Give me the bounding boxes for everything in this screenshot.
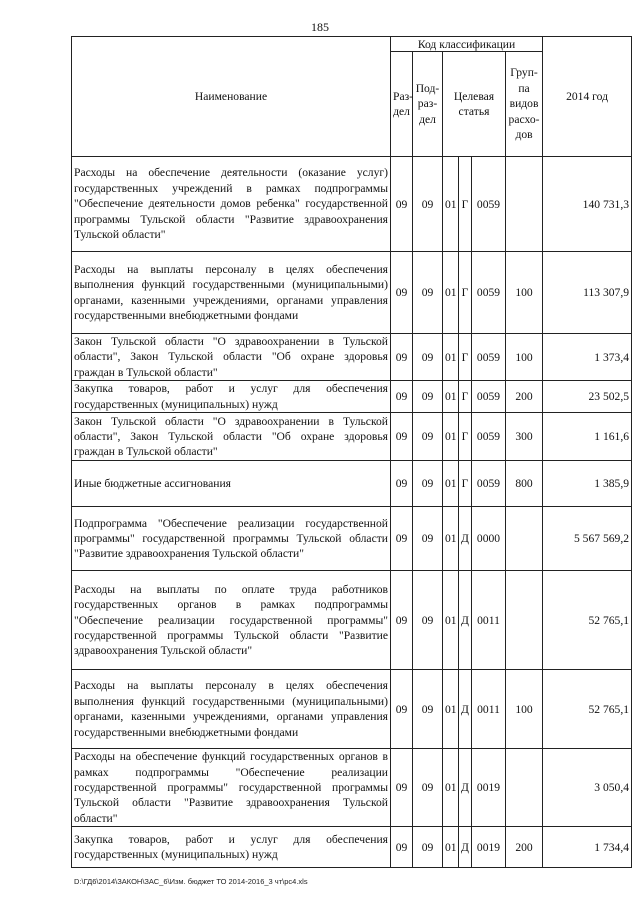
row-target-subprogram: Д: [459, 507, 472, 571]
header-name: Наименование: [72, 37, 391, 157]
row-amount-2014: 1 734,4: [543, 827, 632, 868]
row-amount-2014: 23 502,5: [543, 381, 632, 413]
row-target-program: 01: [443, 252, 459, 334]
row-razdel: 09: [391, 827, 413, 868]
row-target-subprogram: Г: [459, 413, 472, 461]
row-target-subprogram: Д: [459, 670, 472, 749]
row-target-direction: 0059: [472, 381, 506, 413]
header-classification-code: Код классификации: [391, 37, 543, 52]
row-podrazdel: 09: [413, 334, 443, 381]
row-target-subprogram: Д: [459, 749, 472, 827]
row-expense-group: [506, 507, 543, 571]
row-target-subprogram: Г: [459, 252, 472, 334]
row-amount-2014: 1 385,9: [543, 461, 632, 507]
row-target-subprogram: Г: [459, 381, 472, 413]
row-podrazdel: 09: [413, 571, 443, 670]
row-target-direction: 0000: [472, 507, 506, 571]
row-name: Расходы на выплаты персоналу в целях обеспечения выполнения функций государственными (муниципальными) органами, казенными учреждениями, органами управления государственными внебюджетными фондами: [72, 252, 391, 334]
row-name: Закупка товаров, работ и услуг для обеспечения государственных (муниципальных) нужд: [72, 827, 391, 868]
row-razdel: 09: [391, 507, 413, 571]
row-razdel: 09: [391, 670, 413, 749]
row-amount-2014: 52 765,1: [543, 670, 632, 749]
row-target-subprogram: Г: [459, 334, 472, 381]
row-amount-2014: 5 567 569,2: [543, 507, 632, 571]
row-expense-group: [506, 571, 543, 670]
table-row: [72, 571, 632, 670]
row-razdel: 09: [391, 252, 413, 334]
row-target-program: 01: [443, 670, 459, 749]
row-name: Закон Тульской области "О здравоохранении в Тульской области", Закон Тульской области "Об охране здоровья граждан в Тульской области": [72, 413, 391, 461]
row-podrazdel: 09: [413, 827, 443, 868]
row-podrazdel: 09: [413, 507, 443, 571]
row-podrazdel: 09: [413, 749, 443, 827]
row-name: Расходы на обеспечение функций государственных органов в рамках подпрограммы "Обеспечение реализации государственной программы" государственной программы Тульской области "Развитие здравоохранения Тульской области": [72, 749, 391, 827]
row-razdel: 09: [391, 749, 413, 827]
row-target-subprogram: Д: [459, 571, 472, 670]
row-razdel: 09: [391, 381, 413, 413]
row-name: Расходы на выплаты по оплате труда работников государственных органов в рамках подпрограммы "Обеспечение реализации государственной программы" государственной программы Тульской области "Развитие здравоохранения Тульской области": [72, 571, 391, 670]
table-row: [72, 413, 632, 461]
row-target-direction: 0059: [472, 461, 506, 507]
row-razdel: 09: [391, 334, 413, 381]
row-name: Иные бюджетные ассигнования: [72, 461, 391, 507]
row-target-program: 01: [443, 827, 459, 868]
row-expense-group: [506, 157, 543, 252]
row-name: Закон Тульской области "О здравоохранении в Тульской области", Закон Тульской области "Об охране здоровья граждан в Тульской области": [72, 334, 391, 381]
table-row: [72, 157, 632, 252]
row-amount-2014: 113 307,9: [543, 252, 632, 334]
row-target-program: 01: [443, 381, 459, 413]
table-row: [72, 381, 632, 413]
table-row: [72, 749, 632, 827]
row-target-direction: 0019: [472, 827, 506, 868]
row-name: Расходы на обеспечение деятельности (оказание услуг) государственных учреждений в рамках подпрограммы "Обеспечение деятельности домов ребенка" государственной программы Тульской области "Развитие здравоохранения Тульской области": [72, 157, 391, 252]
row-expense-group: 100: [506, 252, 543, 334]
row-target-program: 01: [443, 571, 459, 670]
row-target-program: 01: [443, 749, 459, 827]
table-row: [72, 252, 632, 334]
row-amount-2014: 1 161,6: [543, 413, 632, 461]
row-expense-group: 300: [506, 413, 543, 461]
header-target-article: Целевая статья: [443, 52, 506, 157]
row-podrazdel: 09: [413, 157, 443, 252]
row-podrazdel: 09: [413, 413, 443, 461]
row-target-direction: 0059: [472, 252, 506, 334]
row-name: Подпрограмма "Обеспечение реализации государственной программы" государственной программы Тульской области "Развитие здравоохранения Тульской области": [72, 507, 391, 571]
row-target-program: 01: [443, 461, 459, 507]
header-expense-group: Груп- па видов расхо- дов: [506, 52, 543, 157]
row-razdel: 09: [391, 157, 413, 252]
row-name: Расходы на выплаты персоналу в целях обеспечения выполнения функций государственными (муниципальными) органами, казенными учреждениями, органами управления государственными внебюджетными фондами: [72, 670, 391, 749]
row-podrazdel: 09: [413, 670, 443, 749]
row-target-program: 01: [443, 413, 459, 461]
table-row: [72, 827, 632, 868]
row-amount-2014: 3 050,4: [543, 749, 632, 827]
row-target-subprogram: Д: [459, 827, 472, 868]
table-row: [72, 334, 632, 381]
row-target-direction: 0059: [472, 334, 506, 381]
page-number: 185: [311, 20, 329, 34]
row-target-direction: 0011: [472, 670, 506, 749]
row-podrazdel: 09: [413, 461, 443, 507]
row-target-direction: 0019: [472, 749, 506, 827]
row-target-program: 01: [443, 157, 459, 252]
row-razdel: 09: [391, 461, 413, 507]
row-target-direction: 0011: [472, 571, 506, 670]
row-podrazdel: 09: [413, 381, 443, 413]
row-expense-group: 800: [506, 461, 543, 507]
row-expense-group: 100: [506, 670, 543, 749]
row-expense-group: 100: [506, 334, 543, 381]
row-expense-group: [506, 749, 543, 827]
budget-table: [71, 36, 632, 868]
header-podrazdel: Под- раз- дел: [413, 52, 443, 157]
table-row: [72, 670, 632, 749]
row-razdel: 09: [391, 571, 413, 670]
row-target-direction: 0059: [472, 413, 506, 461]
row-razdel: 09: [391, 413, 413, 461]
table-row: [72, 507, 632, 571]
row-target-direction: 0059: [472, 157, 506, 252]
header-year: 2014 год: [543, 37, 632, 157]
file-path-footer: D:\ГД6\2014\ЗАКОН\ЗАС_6\Изм. бюджет ТО 2014-2016_3 чт\рс4.xls: [74, 877, 308, 886]
row-expense-group: 200: [506, 381, 543, 413]
row-podrazdel: 09: [413, 252, 443, 334]
header-razdel: Раз- дел: [391, 52, 413, 157]
row-amount-2014: 140 731,3: [543, 157, 632, 252]
row-target-subprogram: Г: [459, 157, 472, 252]
table-row: [72, 461, 632, 507]
row-target-program: 01: [443, 334, 459, 381]
row-expense-group: 200: [506, 827, 543, 868]
row-amount-2014: 52 765,1: [543, 571, 632, 670]
row-name: Закупка товаров, работ и услуг для обеспечения государственных (муниципальных) нужд: [72, 381, 391, 413]
row-target-subprogram: Г: [459, 461, 472, 507]
row-amount-2014: 1 373,4: [543, 334, 632, 381]
row-target-program: 01: [443, 507, 459, 571]
